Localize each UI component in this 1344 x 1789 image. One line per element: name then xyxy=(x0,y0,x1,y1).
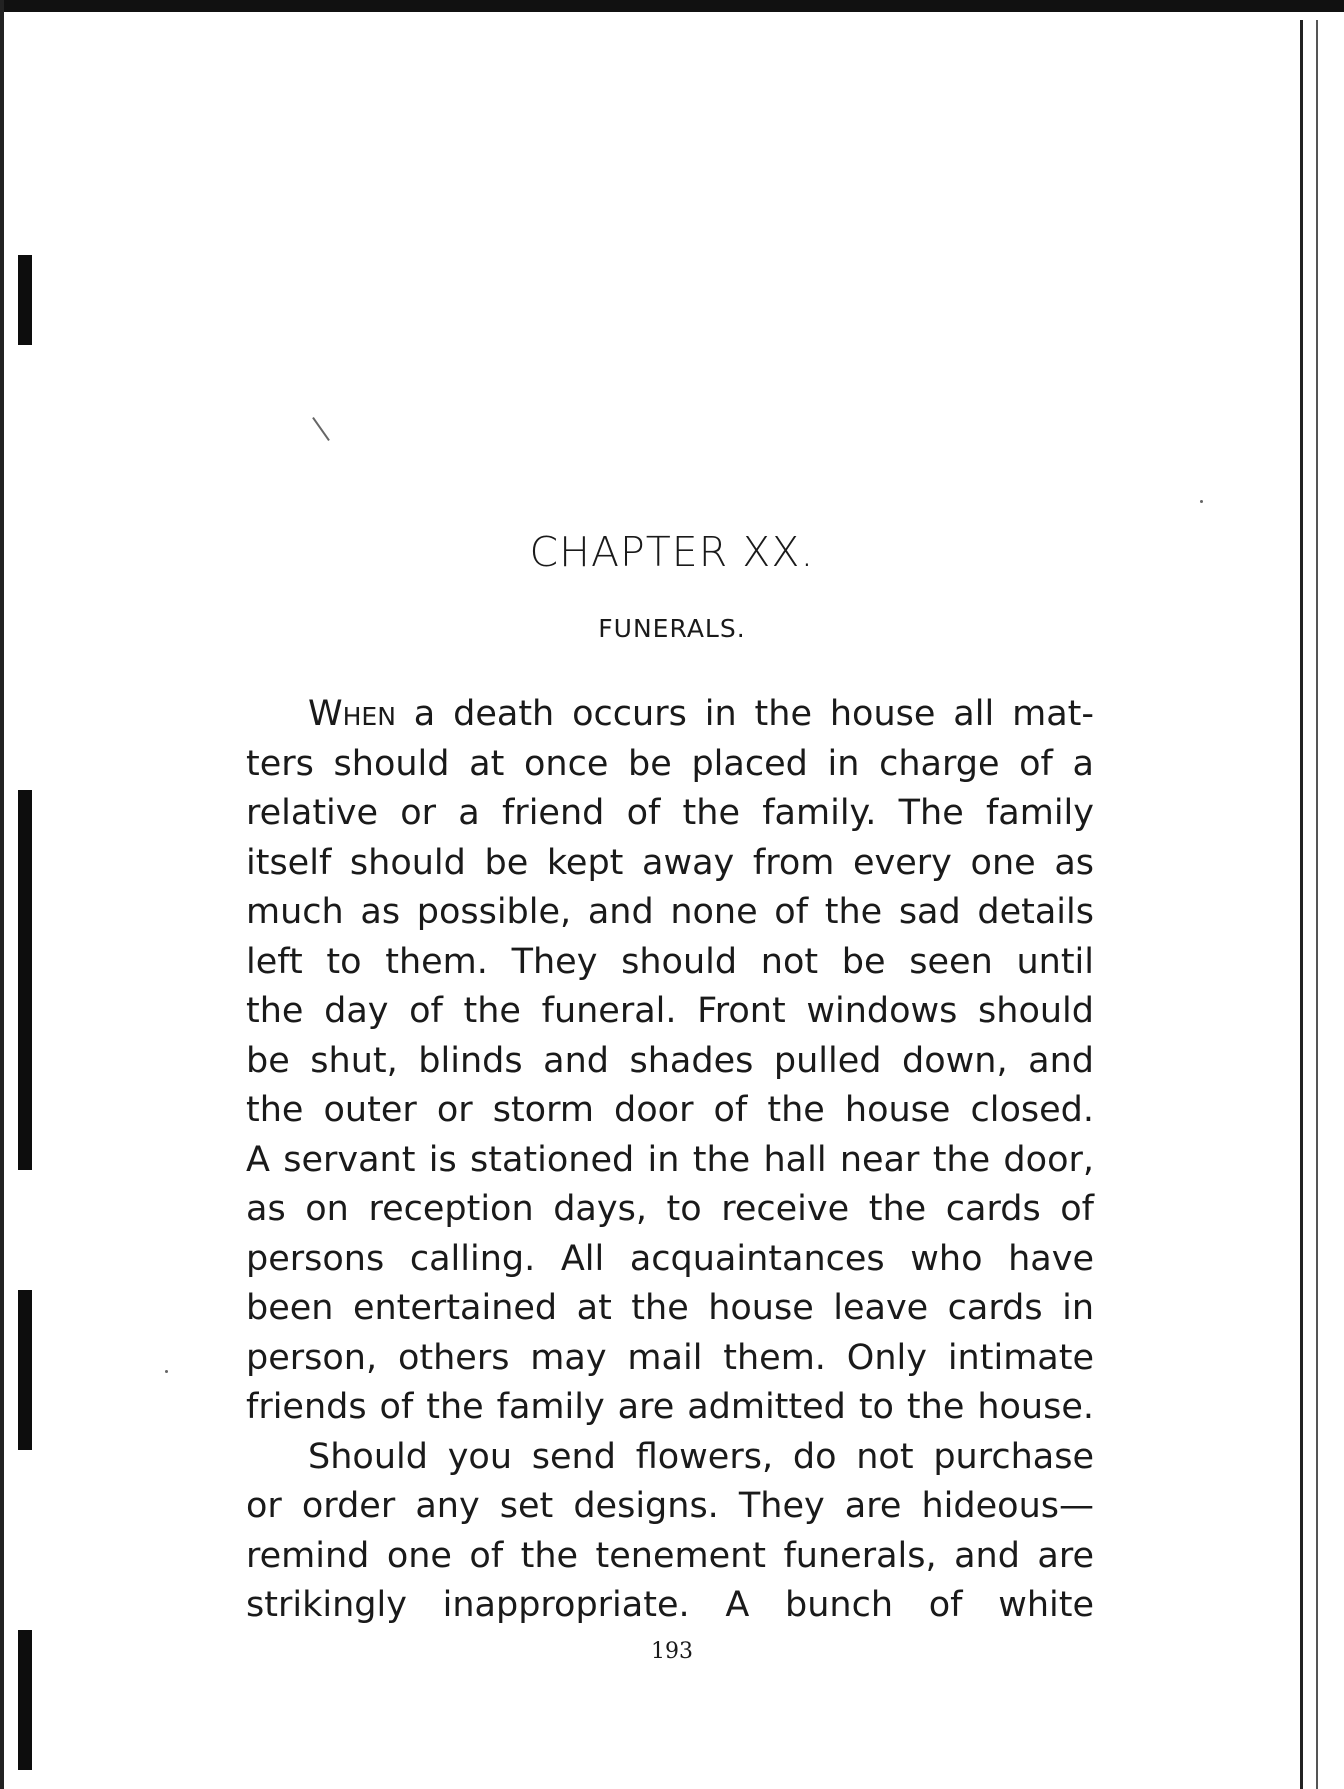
text-line: been entertained at the house leave cards in xyxy=(246,1288,1094,1328)
text-line: person, others may mail them. Only intimate xyxy=(246,1337,1094,1378)
text-line: persons calling. All acquaintances who have xyxy=(246,1238,1094,1279)
scan-edge-top xyxy=(0,0,1344,12)
binding-shadow xyxy=(18,1290,32,1450)
scan-speck xyxy=(165,1370,168,1373)
text-line: left to them. They should not be seen until xyxy=(246,941,1094,982)
scan-speck xyxy=(1200,500,1203,503)
chapter-title: CHAPTER XX. xyxy=(529,528,815,576)
scan-edge-right-inner xyxy=(1316,20,1318,1789)
text-line: friends of the family are admitted to the house. xyxy=(246,1387,1094,1427)
scan-edge-left xyxy=(0,0,4,1789)
text-line: relative or a friend of the family. The family xyxy=(246,793,1094,833)
page-number: 193 xyxy=(651,1639,693,1664)
text-line: A servant is stationed in the hall near the door, xyxy=(246,1139,1094,1180)
text-line: be shut, blinds and shades pulled down, and xyxy=(246,1040,1094,1081)
text-line: When a death occurs in the house all mat- xyxy=(308,694,1094,734)
scan-edge-right xyxy=(1300,20,1303,1789)
text-line: ters should at once be placed in charge of a xyxy=(246,743,1094,784)
text-line: as on reception days, to receive the cards of xyxy=(246,1189,1094,1229)
lead-word: When xyxy=(308,694,396,734)
body-text xyxy=(246,690,1094,1631)
text-line: itself should be kept away from every one as xyxy=(246,842,1094,883)
text-line: Should you send flowers, do not purchase xyxy=(308,1436,1094,1477)
text-line: remind one of the tenement funerals, and are xyxy=(246,1535,1094,1576)
text-line: much as possible, and none of the sad details xyxy=(246,892,1094,932)
binding-shadow xyxy=(18,790,32,1170)
text-line: strikingly inappropriate. A bunch of white xyxy=(246,1585,1094,1625)
scan-speck xyxy=(312,417,330,441)
binding-shadow xyxy=(18,255,32,345)
text-line: or order any set designs. They are hideous— xyxy=(246,1486,1094,1526)
text-line: the day of the funeral. Front windows should xyxy=(246,991,1094,1031)
chapter-subtitle: FUNERALS. xyxy=(598,614,746,643)
text-line: the outer or storm door of the house closed. xyxy=(246,1090,1094,1130)
